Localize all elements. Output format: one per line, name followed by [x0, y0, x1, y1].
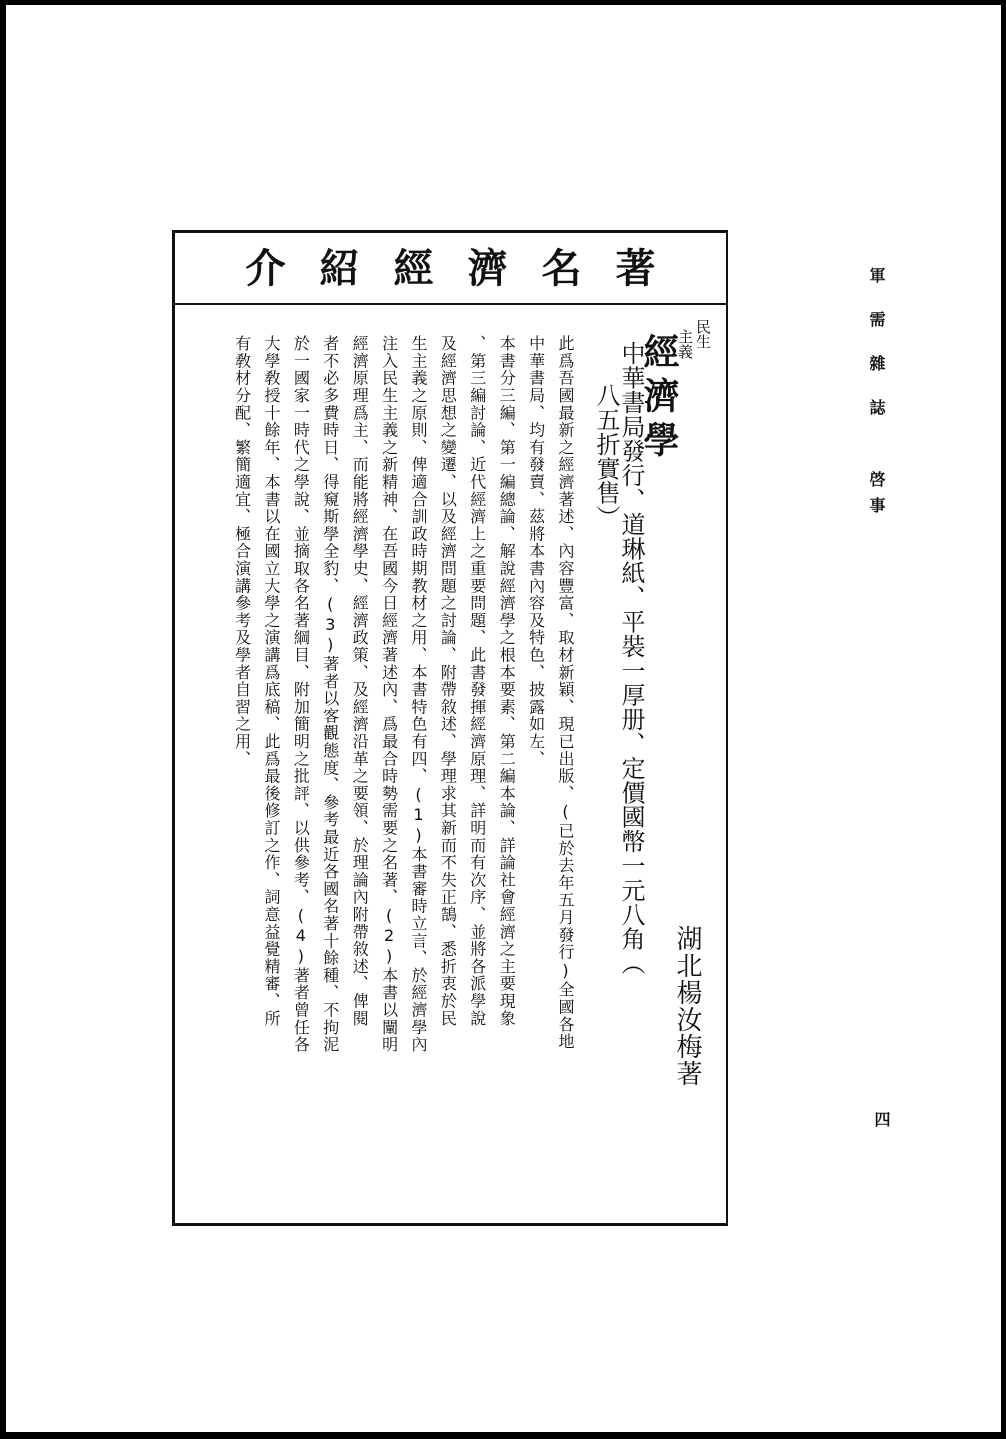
body-column: 於一國家一時代之學說、並摘取各名著綱目、附加簡明之批評、以供參考、(4)著者曾任各	[291, 335, 311, 1054]
book-subtitle-top: 民生	[694, 319, 712, 349]
body-column: 及經濟思想之變遷、以及經濟問題之討論、附帶敘述、學理求其新而不失正鵠、悉折衷於民	[438, 335, 458, 1027]
body-column: 注入民生主義之新精神、在吾國今日經濟著述內、爲最合時勢需要之名著、(2)本書以闡明	[379, 335, 399, 1054]
body-column: 經濟原理爲主、而能將經濟學史、經濟政策、及經濟沿革之要領、於理論內附帶敘述、俾閱	[350, 335, 370, 1027]
scanned-page	[6, 5, 1001, 1432]
advertisement-box	[172, 230, 728, 1226]
publisher-line: 中華書局發行、道琳紙、平裝一厚册、定價國幣一元八角（	[617, 341, 645, 976]
page-number: 四	[872, 1111, 891, 1127]
body-column: 者不必多費時日、得窺斯學全豹、(3)著者以客觀態度、參考最近各國名著十餘種、不拘泥	[320, 335, 340, 1054]
book-title: 經濟學	[638, 333, 679, 465]
body-column: 、第三編討論、近代經濟上之重要問題、此書發揮經濟原理、詳明而有次序、並將各派學說	[467, 335, 487, 1027]
body-column: 大學敎授十餘年、本書以在國立大學之演講爲底稿、此爲最後修訂之作、詞意益覺精審、所	[262, 335, 281, 1027]
journal-name: 軍需雜誌	[867, 267, 886, 443]
discount-line: 八五折實售）	[592, 383, 620, 530]
book-author: 湖北楊汝梅著	[672, 925, 702, 1087]
body-column: 有敎材分配、繁簡適宜、極合演講參考及學者自習之用、	[232, 335, 252, 768]
body-column: 此爲吾國最新之經濟著述、內容豐富、取材新穎、現已出版、(已於去年五月發行)全國各地	[556, 335, 575, 1051]
section-label: 啓事	[867, 471, 886, 523]
body-column: 本書分三編、第一編總論、解說經濟學之根本要素、第二編本論、詳論社會經濟之主要現象	[497, 335, 517, 1027]
book-subtitle-bottom: 主義	[676, 329, 694, 359]
notice-heading: 介紹經濟名著	[245, 246, 690, 292]
notice-content	[175, 305, 726, 1223]
body-column: 生主義之原則、俾適合訓政時期教材之用、本書特色有四、(1)本書審時立言、於經濟學內	[409, 335, 428, 1054]
body-column: 中華書局、均有發賣、茲將本書內容及特色、披露如左、	[526, 335, 546, 768]
